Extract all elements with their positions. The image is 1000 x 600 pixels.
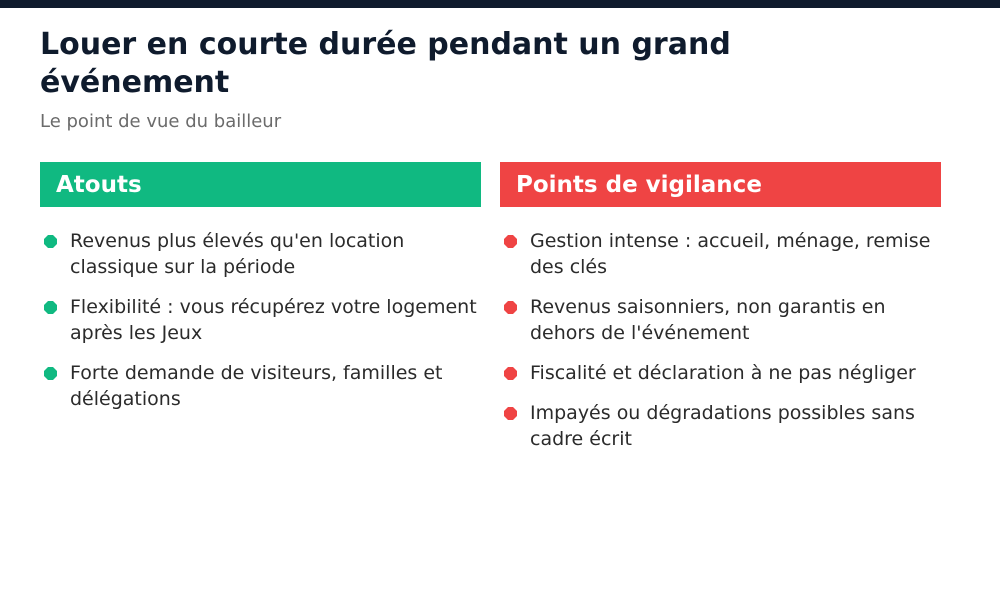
pros-column — [40, 162, 481, 426]
list-item — [500, 360, 941, 386]
page-title: Louer en courte durée pendant un grand événement — [40, 27, 731, 100]
octagon-bullet-icon — [504, 407, 517, 420]
list-item-text: Forte demande de visiteurs, familles et délégations — [70, 362, 443, 410]
list-item-text: Gestion intense : accueil, ménage, remise des clés — [530, 230, 931, 278]
octagon-bullet-icon — [504, 367, 517, 380]
list-item-text: Revenus saisonniers, non garantis en dehors de l'événement — [530, 296, 886, 344]
list-item — [500, 400, 941, 452]
octagon-bullet-icon — [504, 301, 517, 314]
top-accent-bar — [0, 0, 1000, 8]
list-item-text: Flexibilité : vous récupérez votre logement après les Jeux — [70, 296, 477, 344]
list-item — [500, 228, 941, 280]
list-item — [40, 360, 481, 412]
list-item — [40, 294, 481, 346]
list-item-text: Revenus plus élevés qu'en location classique sur la période — [70, 230, 405, 278]
octagon-bullet-icon — [504, 235, 517, 248]
pros-header: Atouts — [40, 162, 481, 207]
cons-list — [500, 228, 941, 452]
pros-list — [40, 228, 481, 412]
list-item — [40, 228, 481, 280]
octagon-bullet-icon — [44, 301, 57, 314]
list-item-text: Impayés ou dégradations possibles sans cadre écrit — [530, 402, 915, 450]
octagon-bullet-icon — [44, 235, 57, 248]
page-subtitle: Le point de vue du bailleur — [40, 111, 282, 132]
octagon-bullet-icon — [44, 367, 57, 380]
list-item — [500, 294, 941, 346]
cons-column — [500, 162, 941, 466]
cons-header: Points de vigilance — [500, 162, 941, 207]
list-item-text: Fiscalité et déclaration à ne pas négliger — [530, 362, 916, 384]
